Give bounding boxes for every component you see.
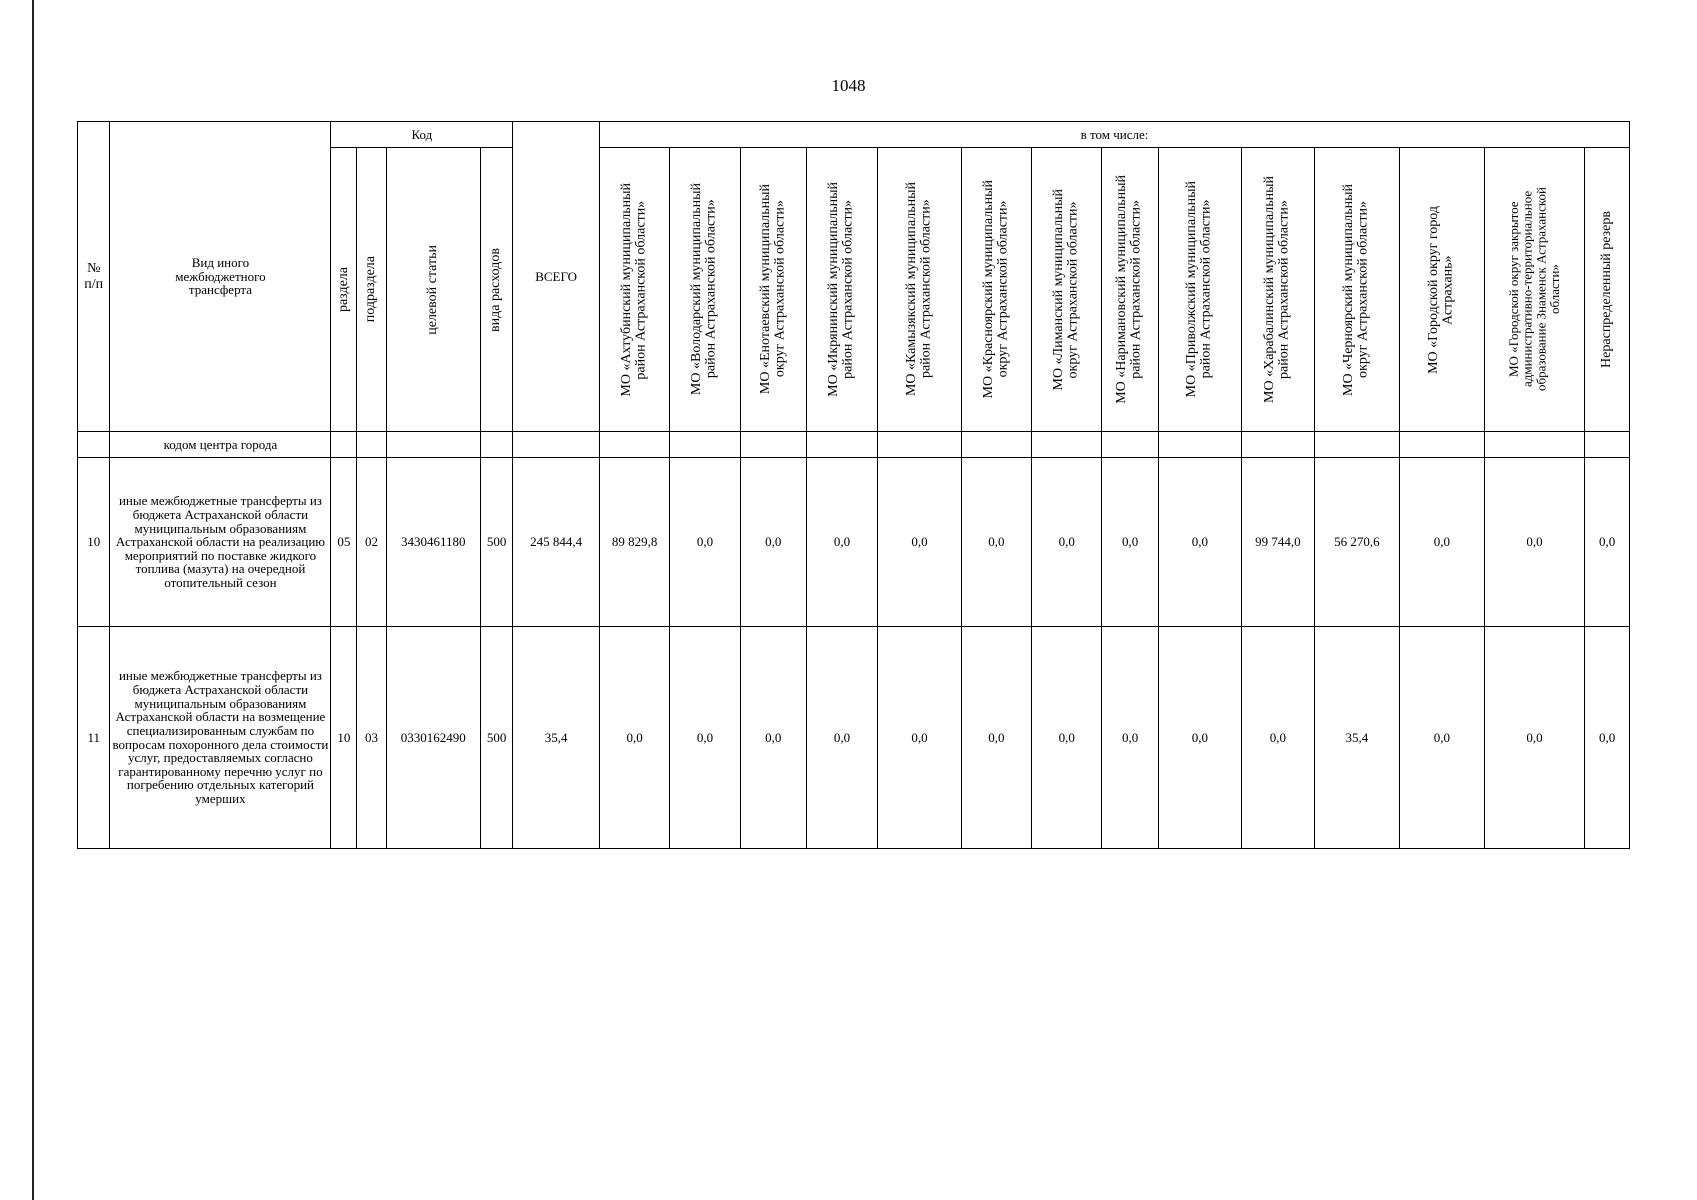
row-value: 0,0 xyxy=(878,458,961,627)
row-number: 11 xyxy=(78,627,110,849)
row-total: 35,4 xyxy=(513,627,600,849)
row-vid: 500 xyxy=(480,627,513,849)
row-razdel: 10 xyxy=(331,627,357,849)
row-razdel: 05 xyxy=(331,458,357,627)
row-value: 0,0 xyxy=(1400,627,1484,849)
row-value: 0,0 xyxy=(740,458,806,627)
col-num-header: № п/п xyxy=(78,122,110,432)
recipient-header: МО «Приволжский муниципальный район Астраханской области» xyxy=(1158,148,1241,432)
total-header: ВСЕГО xyxy=(513,122,600,432)
row-value: 0,0 xyxy=(1585,458,1630,627)
row-value: 0,0 xyxy=(1102,458,1158,627)
row-value: 0,0 xyxy=(1032,458,1102,627)
row-value: 0,0 xyxy=(1484,458,1585,627)
including-header: в том числе: xyxy=(599,122,1629,148)
row-value: 0,0 xyxy=(740,627,806,849)
continuation-text: кодом центра города xyxy=(110,432,331,458)
budget-transfer-table xyxy=(77,121,1630,849)
recipient-header: МО «Городской округ закрытое административно-территориальное образование Знаменск Астраханской области» xyxy=(1484,148,1585,432)
recipient-header: МО «Камызякский муниципальный район Астраханской области» xyxy=(878,148,961,432)
recipient-header: МО «Лиманский муниципальный округ Астраханской области» xyxy=(1032,148,1102,432)
row-description: иные межбюджетные трансферты из бюджета Астраханской области муниципальным образованиям Астраханской области на реализацию мероприятий по поставке жидкого топлива (мазута) на очередной отопительный сезон xyxy=(110,458,331,627)
recipient-header: МО «Красноярский муниципальный округ Астраханской области» xyxy=(961,148,1031,432)
row-value: 0,0 xyxy=(1585,627,1630,849)
row-value: 0,0 xyxy=(806,458,877,627)
row-value: 35,4 xyxy=(1314,627,1400,849)
row-podrazdel: 03 xyxy=(357,627,386,849)
row-celevaya: 0330162490 xyxy=(386,627,480,849)
table-row xyxy=(78,458,1630,627)
row-total: 245 844,4 xyxy=(513,458,600,627)
row-podrazdel: 02 xyxy=(357,458,386,627)
row-value: 0,0 xyxy=(806,627,877,849)
row-vid: 500 xyxy=(480,458,513,627)
row-value: 0,0 xyxy=(961,458,1031,627)
table-row xyxy=(78,627,1630,849)
row-value: 99 744,0 xyxy=(1242,458,1315,627)
margin-rule xyxy=(32,0,34,1200)
recipient-header: МО «Наримановский муниципальный район Астраханской области» xyxy=(1102,148,1158,432)
page-number: 1048 xyxy=(831,76,866,95)
row-value: 0,0 xyxy=(1158,458,1241,627)
code-col-razdel: раздела xyxy=(331,148,357,432)
code-col-podrazdel: подраздела xyxy=(357,148,386,432)
recipient-header: МО «Городской округ город Астрахань» xyxy=(1400,148,1484,432)
header-row-1 xyxy=(78,122,1630,148)
code-col-vid: вида расходов xyxy=(480,148,513,432)
row-value: 0,0 xyxy=(670,627,740,849)
row-value: 0,0 xyxy=(1102,627,1158,849)
row-value: 0,0 xyxy=(599,627,669,849)
row-value: 0,0 xyxy=(1484,627,1585,849)
row-value: 0,0 xyxy=(1400,458,1484,627)
row-celevaya: 3430461180 xyxy=(386,458,480,627)
recipient-header: Нераспределенный резерв xyxy=(1585,148,1630,432)
row-value: 56 270,6 xyxy=(1314,458,1400,627)
row-value: 0,0 xyxy=(961,627,1031,849)
row-value: 0,0 xyxy=(1032,627,1102,849)
recipient-header: МО «Икрянинский муниципальный район Астраханской области» xyxy=(806,148,877,432)
row-value: 89 829,8 xyxy=(599,458,669,627)
recipient-header: МО «Володарский муниципальный район Астраханской области» xyxy=(670,148,740,432)
recipient-header: МО «Харабалинский муниципальный район Астраханской области» xyxy=(1242,148,1315,432)
row-value: 0,0 xyxy=(670,458,740,627)
row-value: 0,0 xyxy=(1158,627,1241,849)
row-number: 10 xyxy=(78,458,110,627)
row-value: 0,0 xyxy=(1242,627,1315,849)
code-group-header: Код xyxy=(331,122,513,148)
col-type-header: Вид иного межбюджетного трансферта xyxy=(110,122,331,432)
row-description: иные межбюджетные трансферты из бюджета Астраханской области муниципальным образованиям Астраханской области на возмещение специализированным службам по вопросам похоронного дела стоимости услуг, предоставляемых согласно гарантированному перечню услуг по погребению отдельных категорий умерших xyxy=(110,627,331,849)
recipient-header: МО «Черноярский муниципальный округ Астраханской области» xyxy=(1314,148,1400,432)
recipient-header: МО «Ахтубинский муниципальный район Астраханской области» xyxy=(599,148,669,432)
code-col-celevaya: целевой статьи xyxy=(386,148,480,432)
row-value: 0,0 xyxy=(878,627,961,849)
continuation-row xyxy=(78,432,1630,458)
recipient-header: МО «Енотаевский муниципальный округ Астраханской области» xyxy=(740,148,806,432)
